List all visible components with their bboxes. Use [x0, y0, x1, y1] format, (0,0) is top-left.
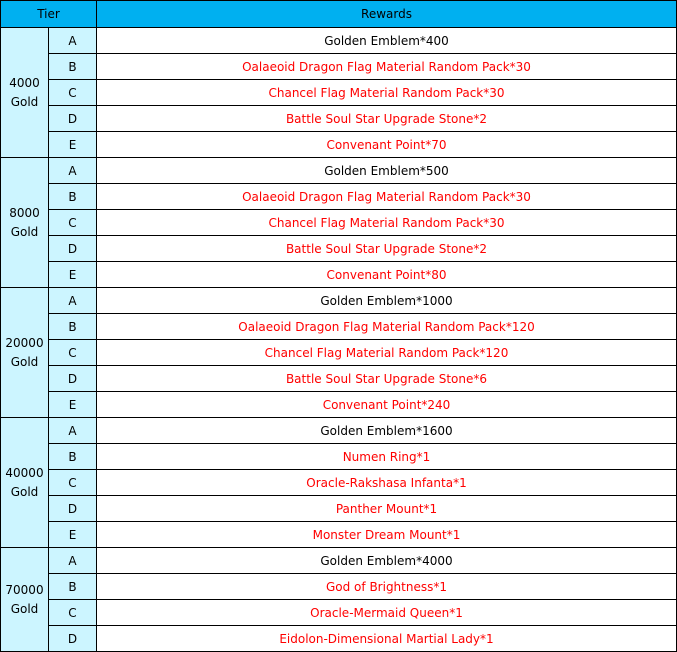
sub-tier-cell: D [49, 106, 97, 132]
reward-cell: Oracle-Rakshasa Infanta*1 [97, 470, 677, 496]
table-row [1, 522, 677, 548]
reward-cell: Oracle-Mermaid Queen*1 [97, 600, 677, 626]
sub-tier-cell: A [49, 548, 97, 574]
sub-tier-cell: A [49, 288, 97, 314]
table-row [1, 418, 677, 444]
table-row [1, 288, 677, 314]
reward-cell: Battle Soul Star Upgrade Stone*2 [97, 106, 677, 132]
table-row [1, 236, 677, 262]
sub-tier-cell: A [49, 158, 97, 184]
reward-cell: Monster Dream Mount*1 [97, 522, 677, 548]
table-row [1, 548, 677, 574]
reward-cell: Chancel Flag Material Random Pack*120 [97, 340, 677, 366]
tier-currency: Gold [10, 484, 39, 499]
reward-cell: Convenant Point*70 [97, 132, 677, 158]
rewards-header: Rewards [97, 1, 677, 28]
table-row [1, 80, 677, 106]
reward-cell: Eidolon-Dimensional Martial Lady*1 [97, 626, 677, 652]
table-row [1, 106, 677, 132]
sub-tier-cell: B [49, 574, 97, 600]
sub-tier-cell: A [49, 28, 97, 54]
tier-currency: Gold [10, 224, 39, 239]
sub-tier-cell: C [49, 600, 97, 626]
sub-tier-cell: B [49, 54, 97, 80]
tier-amount: 20000 [5, 335, 44, 350]
reward-cell: Golden Emblem*500 [97, 158, 677, 184]
table-row [1, 444, 677, 470]
tier-currency: Gold [10, 354, 39, 369]
reward-cell: Oalaeoid Dragon Flag Material Random Pack*30 [97, 184, 677, 210]
reward-cell: Oalaeoid Dragon Flag Material Random Pack*120 [97, 314, 677, 340]
tier-amount: 4000 [9, 75, 40, 90]
table-row [1, 496, 677, 522]
sub-tier-cell: E [49, 522, 97, 548]
tier-amount: 8000 [9, 205, 40, 220]
sub-tier-cell: C [49, 340, 97, 366]
sub-tier-cell: E [49, 392, 97, 418]
sub-tier-cell: D [49, 626, 97, 652]
sub-tier-cell: C [49, 210, 97, 236]
sub-tier-cell: D [49, 496, 97, 522]
reward-cell: Convenant Point*240 [97, 392, 677, 418]
table-body [1, 28, 677, 652]
table-row [1, 600, 677, 626]
reward-cell: Golden Emblem*4000 [97, 548, 677, 574]
table-row [1, 340, 677, 366]
table-row [1, 132, 677, 158]
sub-tier-cell: C [49, 80, 97, 106]
table-row [1, 28, 677, 54]
reward-cell: Battle Soul Star Upgrade Stone*6 [97, 366, 677, 392]
tier-amount: 40000 [5, 465, 44, 480]
reward-cell: Numen Ring*1 [97, 444, 677, 470]
tier-cost-cell [1, 28, 49, 158]
reward-cell: Battle Soul Star Upgrade Stone*2 [97, 236, 677, 262]
table-row [1, 210, 677, 236]
table-row [1, 184, 677, 210]
table-row [1, 470, 677, 496]
tier-cost-cell [1, 288, 49, 418]
sub-tier-cell: D [49, 236, 97, 262]
reward-cell: Convenant Point*80 [97, 262, 677, 288]
sub-tier-cell: D [49, 366, 97, 392]
tier-amount: 70000 [5, 582, 44, 597]
sub-tier-cell: B [49, 184, 97, 210]
table-row [1, 158, 677, 184]
reward-cell: Oalaeoid Dragon Flag Material Random Pack*30 [97, 54, 677, 80]
tier-currency: Gold [10, 94, 39, 109]
sub-tier-cell: B [49, 314, 97, 340]
reward-cell: Golden Emblem*1600 [97, 418, 677, 444]
tier-cost-cell [1, 418, 49, 548]
table-row [1, 314, 677, 340]
sub-tier-cell: C [49, 470, 97, 496]
table-row [1, 392, 677, 418]
reward-cell: Chancel Flag Material Random Pack*30 [97, 210, 677, 236]
tier-cost-cell [1, 548, 49, 652]
sub-tier-cell: A [49, 418, 97, 444]
tier-header: Tier [1, 1, 97, 28]
table-row [1, 626, 677, 652]
table-row [1, 574, 677, 600]
sub-tier-cell: E [49, 262, 97, 288]
header-row [1, 1, 677, 28]
sub-tier-cell: B [49, 444, 97, 470]
tier-cost-cell [1, 158, 49, 288]
reward-cell: God of Brightness*1 [97, 574, 677, 600]
reward-cell: Panther Mount*1 [97, 496, 677, 522]
table-row [1, 366, 677, 392]
table-row [1, 54, 677, 80]
reward-cell: Golden Emblem*400 [97, 28, 677, 54]
tier-currency: Gold [10, 601, 39, 616]
table-row [1, 262, 677, 288]
reward-cell: Chancel Flag Material Random Pack*30 [97, 80, 677, 106]
reward-cell: Golden Emblem*1000 [97, 288, 677, 314]
sub-tier-cell: E [49, 132, 97, 158]
